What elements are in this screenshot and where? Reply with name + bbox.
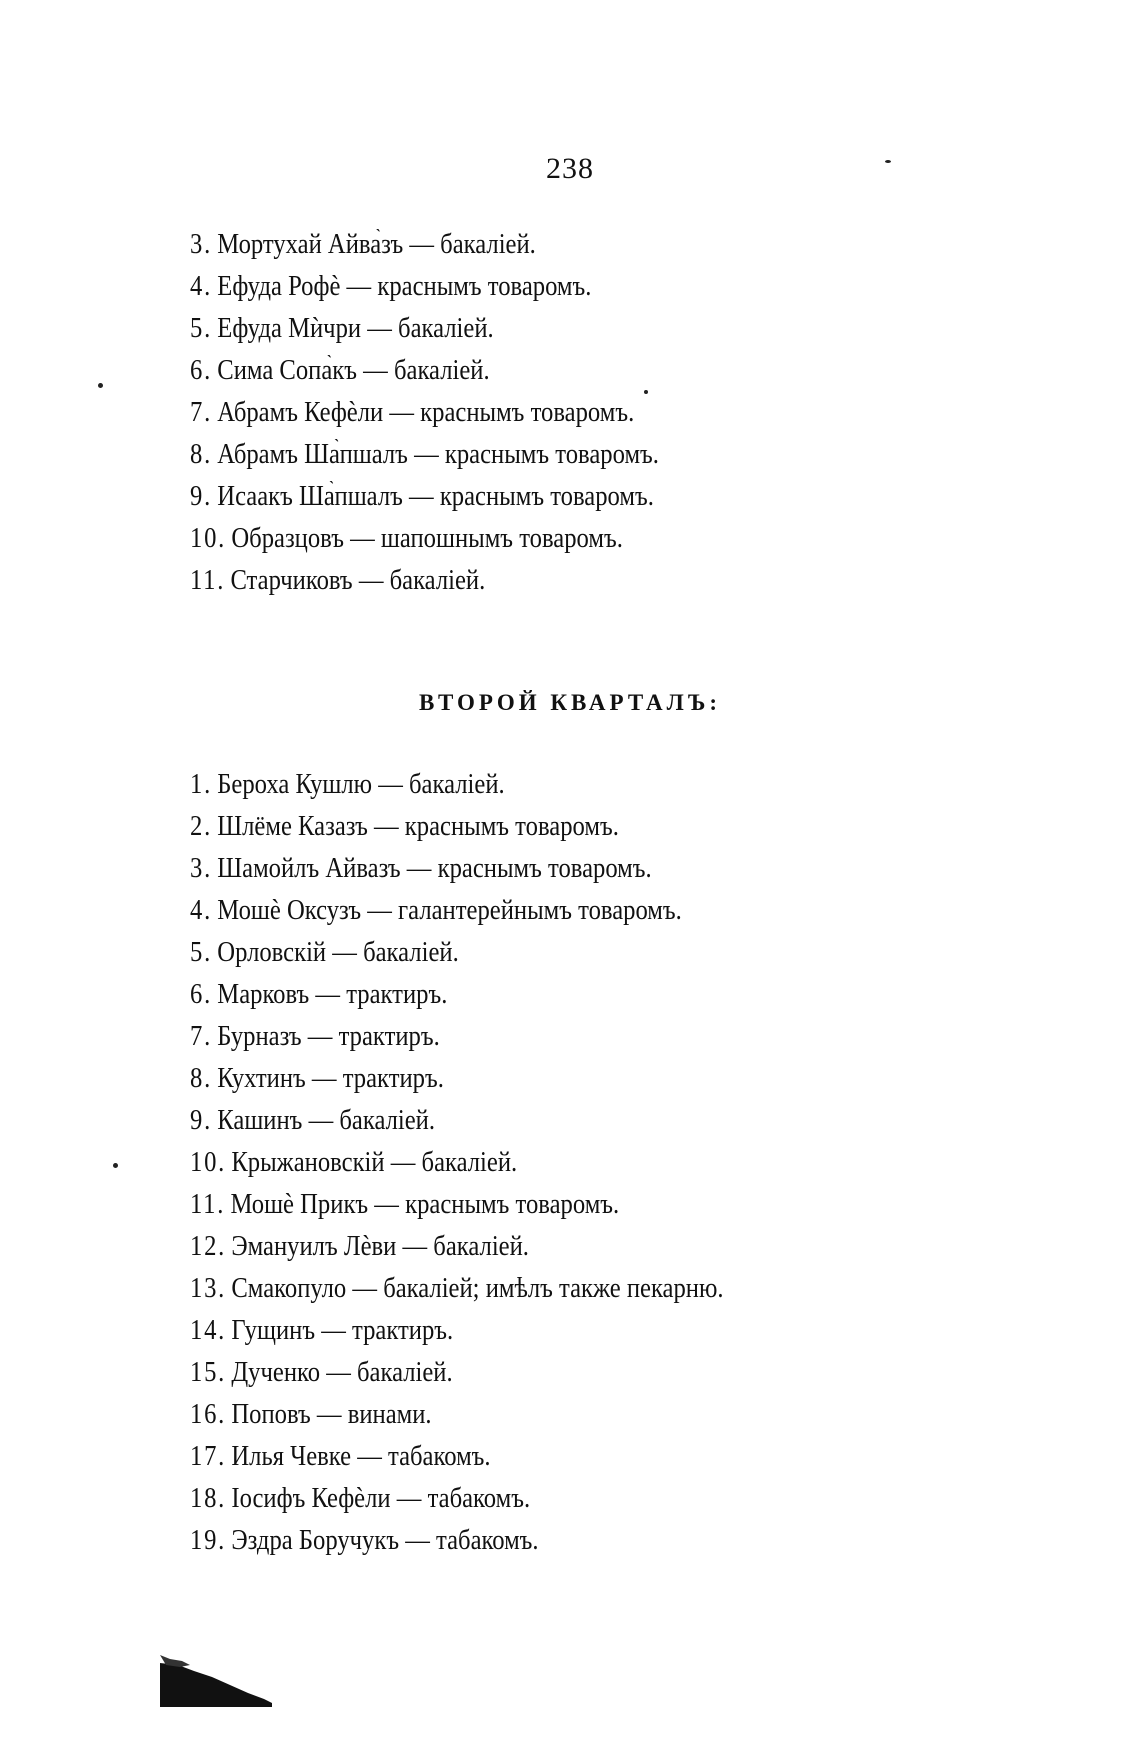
item-text: Абрамъ Ша̀пшалъ — краснымъ товаромъ. xyxy=(217,439,659,470)
list-item xyxy=(190,1016,724,1058)
list-item xyxy=(190,932,724,974)
item-number: 3. xyxy=(190,853,212,884)
list-item xyxy=(190,1394,724,1436)
item-number: 4. xyxy=(190,271,212,302)
item-text: Кашинъ — бакаліей. xyxy=(217,1105,436,1136)
list-item xyxy=(190,1142,724,1184)
list-item xyxy=(190,974,724,1016)
item-text: Смакопуло — бакаліей; имѣлъ также пекарню. xyxy=(231,1273,724,1304)
item-number: 7. xyxy=(190,1021,212,1052)
item-text: Илья Чевке — табакомъ. xyxy=(231,1441,491,1472)
item-text: Сима Сопа̀къ — бакаліей. xyxy=(217,355,490,386)
list-item xyxy=(190,476,659,518)
item-text: Кухтинъ — трактиръ. xyxy=(217,1063,444,1094)
item-number: 15. xyxy=(190,1357,227,1388)
list-item xyxy=(190,1100,724,1142)
item-text: Эздра Боручукъ — табакомъ. xyxy=(231,1525,539,1556)
item-text: Іосифъ Кефѐли — табакомъ. xyxy=(231,1483,531,1514)
list-item xyxy=(190,224,659,266)
item-number: 10. xyxy=(190,523,227,554)
section-heading: ВТОРОЙ КВАРТАЛЪ: xyxy=(418,690,722,715)
list-item xyxy=(190,1226,724,1268)
item-text: Шамойлъ Айвазъ — краснымъ товаромъ. xyxy=(217,853,652,884)
list-item xyxy=(190,1058,724,1100)
item-number: 8. xyxy=(190,439,212,470)
item-number: 11. xyxy=(190,565,226,596)
item-text: Абрамъ Кефѐли — краснымъ товаромъ. xyxy=(217,397,635,428)
item-number: 17. xyxy=(190,1441,227,1472)
list-item xyxy=(190,1310,724,1352)
item-number: 13. xyxy=(190,1273,227,1304)
item-text: Эмануилъ Лѐви — бакаліей. xyxy=(231,1231,529,1262)
list-item xyxy=(190,890,724,932)
item-number: 8. xyxy=(190,1063,212,1094)
item-text: Старчиковъ — бакаліей. xyxy=(230,565,486,596)
item-text: Ефуда Рофѐ — краснымъ товаромъ. xyxy=(217,271,592,302)
item-text: Ефуда Мѝчри — бакаліей. xyxy=(217,313,494,344)
item-number: 14. xyxy=(190,1315,227,1346)
scan-speck xyxy=(644,390,648,394)
item-number: 5. xyxy=(190,937,212,968)
scan-speck xyxy=(885,160,891,163)
item-number: 1. xyxy=(190,769,212,800)
item-number: 11. xyxy=(190,1189,226,1220)
item-text: Образцовъ — шапошнымъ товаромъ. xyxy=(231,523,623,554)
item-text: Шлёме Казазъ — краснымъ товаромъ. xyxy=(217,811,619,842)
item-number: 4. xyxy=(190,895,212,926)
item-text: Дученко — бакаліей. xyxy=(231,1357,453,1388)
item-number: 12. xyxy=(190,1231,227,1262)
merchant-list-first-quarter xyxy=(190,224,723,602)
list-item xyxy=(190,434,659,476)
list-item xyxy=(190,1268,724,1310)
item-text: Бероха Кушлю — бакаліей. xyxy=(217,769,505,800)
scan-smudge xyxy=(160,1655,272,1707)
item-text: Бурназъ — трактиръ. xyxy=(217,1021,440,1052)
item-text: Мошѐ Оксузъ — галантерейнымъ товаромъ. xyxy=(217,895,682,926)
item-text: Гущинъ — трактиръ. xyxy=(231,1315,454,1346)
item-text: Орловскій — бакаліей. xyxy=(217,937,459,968)
item-number: 9. xyxy=(190,1105,212,1136)
item-text: Мошѐ Прикъ — краснымъ товаромъ. xyxy=(230,1189,620,1220)
item-text: Исаакъ Ша̀пшалъ — краснымъ товаромъ. xyxy=(217,481,654,512)
item-number: 19. xyxy=(190,1525,227,1556)
list-item xyxy=(190,308,659,350)
item-number: 6. xyxy=(190,355,212,386)
list-item xyxy=(190,1478,724,1520)
item-number: 18. xyxy=(190,1483,227,1514)
list-item xyxy=(190,392,659,434)
item-number: 10. xyxy=(190,1147,227,1178)
item-number: 5. xyxy=(190,313,212,344)
item-text: Крыжановскій — бакаліей. xyxy=(231,1147,518,1178)
list-item xyxy=(190,266,659,308)
item-number: 2. xyxy=(190,811,212,842)
list-item xyxy=(190,560,659,602)
item-number: 6. xyxy=(190,979,212,1010)
list-item xyxy=(190,518,659,560)
item-number: 7. xyxy=(190,397,212,428)
scan-speck xyxy=(98,383,103,388)
page-number: 238 xyxy=(546,152,594,185)
item-text: Поповъ — винами. xyxy=(231,1399,432,1430)
merchant-list-second-quarter xyxy=(190,764,796,1562)
list-item xyxy=(190,806,724,848)
scan-speck xyxy=(113,1163,118,1168)
list-item xyxy=(190,848,724,890)
list-item xyxy=(190,1436,724,1478)
item-number: 16. xyxy=(190,1399,227,1430)
list-item xyxy=(190,350,659,392)
list-item xyxy=(190,1184,724,1226)
item-number: 3. xyxy=(190,229,212,260)
list-item xyxy=(190,1352,724,1394)
list-item xyxy=(190,764,724,806)
item-number: 9. xyxy=(190,481,212,512)
item-text: Мортухай Айва̀зъ — бакаліей. xyxy=(217,229,536,260)
list-item xyxy=(190,1520,724,1562)
item-text: Марковъ — трактиръ. xyxy=(217,979,448,1010)
